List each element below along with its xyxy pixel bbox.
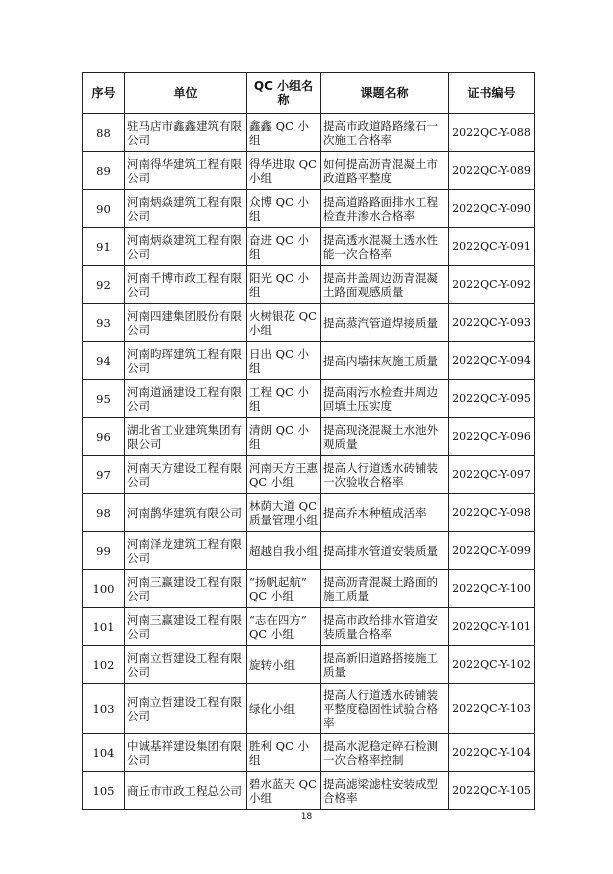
cell-topic-name: 提高乔木种植成活率: [321, 494, 449, 532]
cell-unit: 河南三赢建设工程有限公司: [125, 608, 247, 646]
cell-qc-group-name: 众博 QC 小组: [247, 190, 321, 228]
table-row: [83, 646, 535, 684]
cell-serial-number: 105: [83, 772, 125, 810]
table-row: [83, 380, 535, 418]
cell-qc-group-name: 火树银花 QC 小组: [247, 304, 321, 342]
cell-topic-name: 提高滤梁滤柱安装成型合格率: [321, 772, 449, 810]
cell-topic-name: 提高内墙抹灰施工质量: [321, 342, 449, 380]
cell-certificate-number: 2022QC-Y-104: [449, 734, 535, 772]
cell-qc-group-name: 林荫大道 QC 质量管理小组: [247, 494, 321, 532]
cell-topic-name: 提高道路路面排水工程检查井渗水合格率: [321, 190, 449, 228]
cell-serial-number: 104: [83, 734, 125, 772]
header-unit: 单位: [125, 73, 247, 114]
cell-unit: 河南鹊华建筑有限公司: [125, 494, 247, 532]
cell-serial-number: 89: [83, 152, 125, 190]
cell-serial-number: 100: [83, 570, 125, 608]
cell-certificate-number: 2022QC-Y-099: [449, 532, 535, 570]
cell-qc-group-name: 鑫鑫 QC 小组: [247, 114, 321, 152]
cell-qc-group-name: 阳光 QC 小组: [247, 266, 321, 304]
cell-serial-number: 94: [83, 342, 125, 380]
table-header: [83, 73, 535, 114]
cell-topic-name: 提高市政道路路缘石一次施工合格率: [321, 114, 449, 152]
cell-qc-group-name: 清朗 QC 小组: [247, 418, 321, 456]
cell-unit: 河南炳焱建筑工程有限公司: [125, 228, 247, 266]
cell-unit: 商丘市市政工程总公司: [125, 772, 247, 810]
cell-serial-number: 102: [83, 646, 125, 684]
cell-unit: 河南泽龙建筑工程有限公司: [125, 532, 247, 570]
cell-unit: 河南得华建筑工程有限公司: [125, 152, 247, 190]
table-row: [83, 772, 535, 810]
cell-certificate-number: 2022QC-Y-105: [449, 772, 535, 810]
cell-serial-number: 90: [83, 190, 125, 228]
cell-qc-group-name: 工程 QC 小组: [247, 380, 321, 418]
cell-qc-group-name: 得华进取 QC 小组: [247, 152, 321, 190]
cell-unit: 河南昀珲建筑工程有限公司: [125, 342, 247, 380]
table-row: [83, 342, 535, 380]
cell-unit: 河南炳焱建筑工程有限公司: [125, 190, 247, 228]
cell-unit: 驻马店市鑫鑫建筑有限公司: [125, 114, 247, 152]
cell-certificate-number: 2022QC-Y-089: [449, 152, 535, 190]
cell-certificate-number: 2022QC-Y-095: [449, 380, 535, 418]
table-row: [83, 570, 535, 608]
cell-serial-number: 95: [83, 380, 125, 418]
cell-unit: 河南立哲建设工程有限公司: [125, 684, 247, 734]
cell-qc-group-name: 河南天方王惠 QC 小组: [247, 456, 321, 494]
cell-qc-group-name: 奋进 QC 小组: [247, 228, 321, 266]
cell-qc-group-name: 胜利 QC 小组: [247, 734, 321, 772]
cell-unit: 中诚基祥建设集团有限公司: [125, 734, 247, 772]
cell-certificate-number: 2022QC-Y-098: [449, 494, 535, 532]
cell-certificate-number: 2022QC-Y-094: [449, 342, 535, 380]
table-row: [83, 494, 535, 532]
table-row: [83, 418, 535, 456]
cell-certificate-number: 2022QC-Y-091: [449, 228, 535, 266]
cell-unit: 湖北省工业建筑集团有限公司: [125, 418, 247, 456]
cell-topic-name: 提高水泥稳定碎石检测一次合格率控制: [321, 734, 449, 772]
table-row: [83, 684, 535, 734]
cell-certificate-number: 2022QC-Y-092: [449, 266, 535, 304]
cell-serial-number: 92: [83, 266, 125, 304]
cell-qc-group-name: 日出 QC 小组: [247, 342, 321, 380]
cell-certificate-number: 2022QC-Y-096: [449, 418, 535, 456]
cell-topic-name: 提高现浇混凝土水池外观质量: [321, 418, 449, 456]
cell-qc-group-name: 碧水蓝天 QC 小组: [247, 772, 321, 810]
cell-certificate-number: 2022QC-Y-103: [449, 684, 535, 734]
cell-serial-number: 103: [83, 684, 125, 734]
cell-unit: 河南千博市政工程有限公司: [125, 266, 247, 304]
cell-topic-name: 如何提高沥青混凝土市政道路平整度: [321, 152, 449, 190]
cell-qc-group-name: 超越自我小组: [247, 532, 321, 570]
header-certificate-number: 证书编号: [449, 73, 535, 114]
cell-topic-name: 提高蒸汽管道焊接质量: [321, 304, 449, 342]
cell-qc-group-name: “扬帆起航” QC 小组: [247, 570, 321, 608]
cell-certificate-number: 2022QC-Y-100: [449, 570, 535, 608]
table-row: [83, 608, 535, 646]
cell-certificate-number: 2022QC-Y-101: [449, 608, 535, 646]
table-row: [83, 532, 535, 570]
cell-unit: 河南道涵建设工程有限公司: [125, 380, 247, 418]
cell-topic-name: 提高新旧道路搭接施工质量: [321, 646, 449, 684]
cell-topic-name: 提高雨污水检查井周边回填土压实度: [321, 380, 449, 418]
table-row: [83, 456, 535, 494]
cell-serial-number: 88: [83, 114, 125, 152]
cell-unit: 河南三赢建设工程有限公司: [125, 570, 247, 608]
cell-certificate-number: 2022QC-Y-093: [449, 304, 535, 342]
cell-qc-group-name: 绿化小组: [247, 684, 321, 734]
cell-serial-number: 97: [83, 456, 125, 494]
cell-topic-name: 提高人行道透水砖铺装一次验收合格率: [321, 456, 449, 494]
cell-serial-number: 96: [83, 418, 125, 456]
cell-topic-name: 提高市政给排水管道安装质量合格率: [321, 608, 449, 646]
header-row: [83, 73, 535, 114]
table-row: [83, 266, 535, 304]
table-body: [83, 114, 535, 810]
cell-topic-name: 提高透水混凝土透水性能一次合格率: [321, 228, 449, 266]
cell-certificate-number: 2022QC-Y-090: [449, 190, 535, 228]
cell-certificate-number: 2022QC-Y-088: [449, 114, 535, 152]
cell-unit: 河南四建集团股份有限公司: [125, 304, 247, 342]
cell-topic-name: 提高井盖周边沥青混凝土路面观感质量: [321, 266, 449, 304]
cell-serial-number: 101: [83, 608, 125, 646]
cell-topic-name: 提高沥青混凝土路面的施工质量: [321, 570, 449, 608]
table-row: [83, 304, 535, 342]
cell-qc-group-name: 旋转小组: [247, 646, 321, 684]
cell-serial-number: 91: [83, 228, 125, 266]
header-serial-number: 序号: [83, 73, 125, 114]
cell-unit: 河南天方建设工程有限公司: [125, 456, 247, 494]
cell-qc-group-name: “志在四方” QC 小组: [247, 608, 321, 646]
header-qc-group-name: QC 小组名称: [247, 73, 321, 114]
table-row: [83, 734, 535, 772]
table-row: [83, 152, 535, 190]
cell-certificate-number: 2022QC-Y-097: [449, 456, 535, 494]
cell-serial-number: 99: [83, 532, 125, 570]
cell-topic-name: 提高排水管道安装质量: [321, 532, 449, 570]
cell-certificate-number: 2022QC-Y-102: [449, 646, 535, 684]
table-row: [83, 190, 535, 228]
certificate-table: [82, 72, 535, 810]
page-number: 18: [300, 812, 313, 822]
cell-unit: 河南立哲建设工程有限公司: [125, 646, 247, 684]
cell-serial-number: 93: [83, 304, 125, 342]
header-topic-name: 课题名称: [321, 73, 449, 114]
cell-serial-number: 98: [83, 494, 125, 532]
table-row: [83, 114, 535, 152]
cell-topic-name: 提高人行道透水砖铺装平整度稳固性试验合格率: [321, 684, 449, 734]
table-row: [83, 228, 535, 266]
